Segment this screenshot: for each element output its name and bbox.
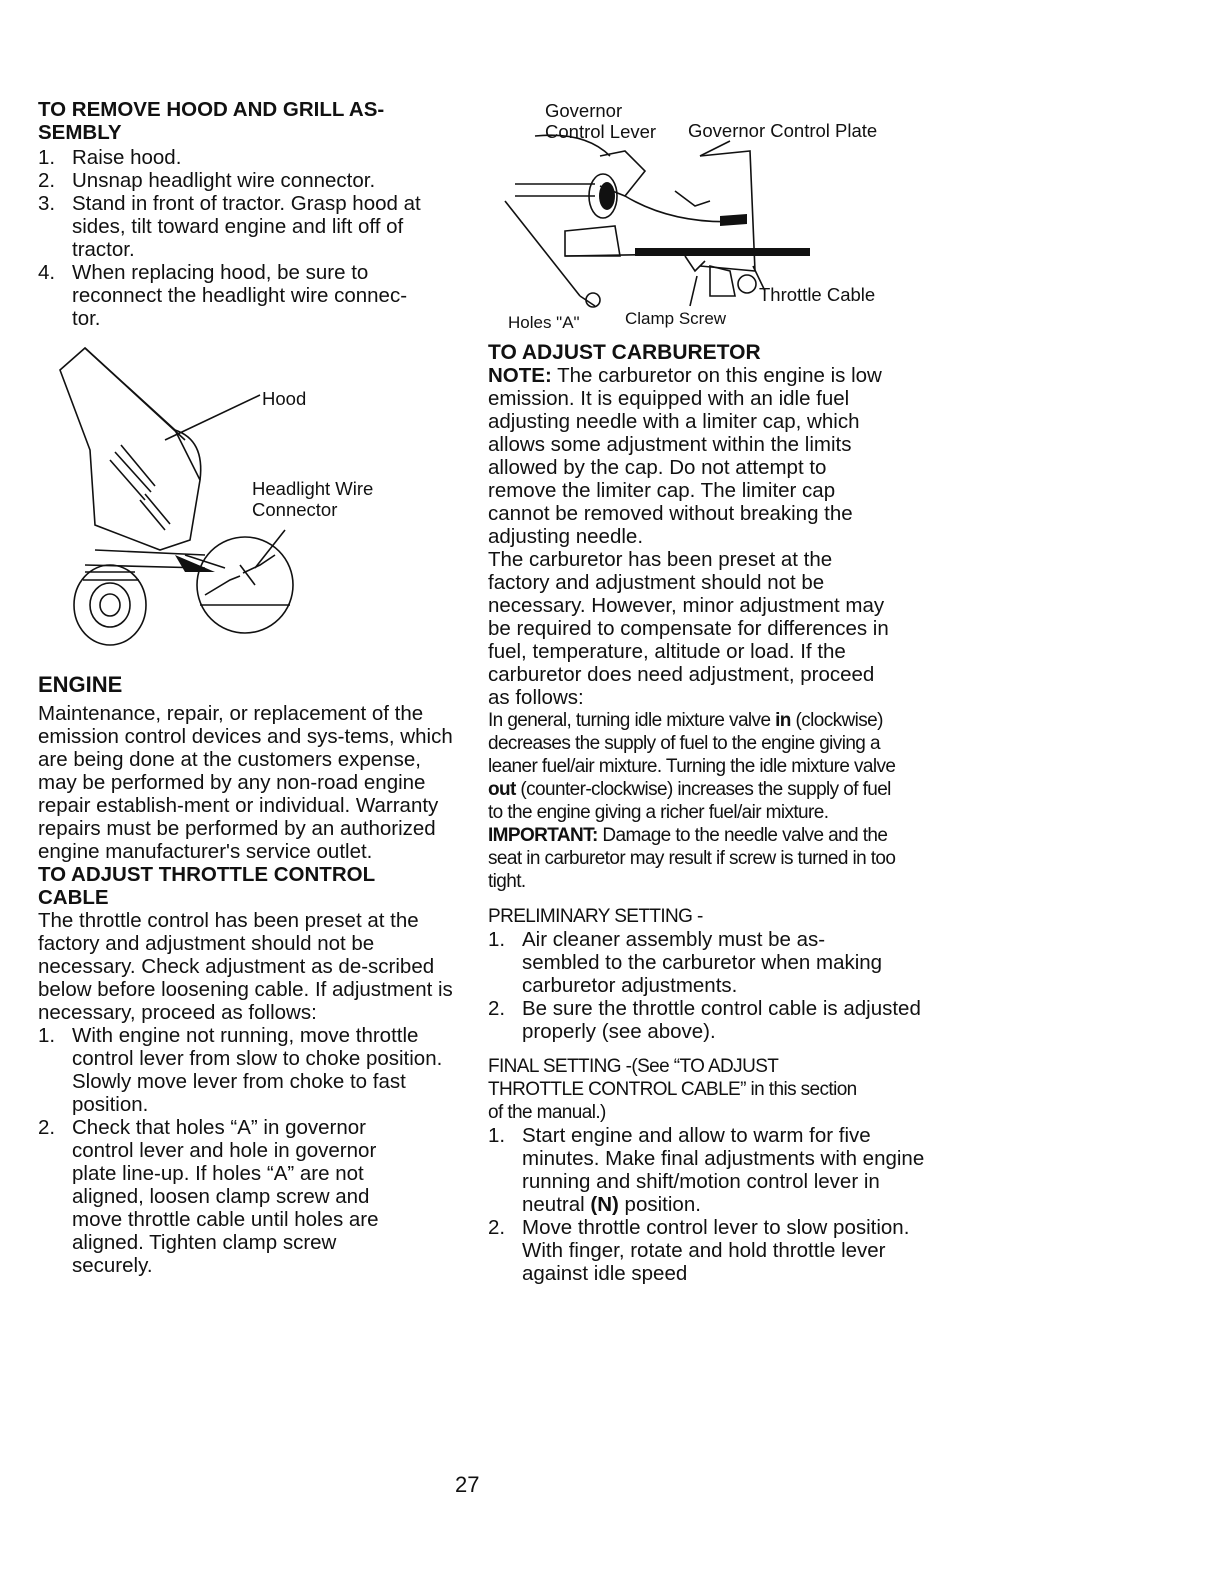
hood-step-4: 4. When replacing hood, be sure to reconnect the headlight wire connec-tor. — [38, 261, 408, 330]
final-steps — [488, 1124, 925, 1285]
page-number: 27 — [455, 1472, 480, 1497]
final-step-1: 1. Start engine and allow to warm for five minutes. Make final adjustments with engine running and shift/motion control lever in neutral (N) position. — [488, 1124, 925, 1216]
throttle-heading: TO ADJUST THROTTLE CONTROL CABLE — [38, 863, 375, 909]
throttle-cable-label: Throttle Cable — [759, 284, 876, 305]
right-column — [488, 341, 925, 1285]
important-paragraph: IMPORTANT: Damage to the needle valve and the seat in carburetor may result if screw is turned in too tight. — [488, 825, 896, 892]
preliminary-steps — [488, 928, 921, 1043]
hood-figure — [55, 340, 405, 650]
final-step-2: 2. Move throttle control lever to slow position. With finger, rotate and hold throttle lever against idle speed — [488, 1216, 910, 1285]
clamp-screw-label: Clamp Screw — [625, 309, 727, 328]
holes-a-label: Holes "A" — [508, 313, 580, 332]
headlight-connector-label: Headlight Wire Connector — [252, 478, 374, 520]
throttle-step-2: 2. Check that holes “A” in governor control lever and hole in governor plate line-up. If holes “A” are not aligned, loosen clamp screw and move throttle cable until holes are aligned. Tighten clamp screw securely. — [38, 1116, 379, 1277]
final-heading: FINAL SETTING -(See “TO ADJUST THROTTLE CONTROL CABLE” in this section of the manual.) — [488, 1056, 857, 1123]
hood-label: Hood — [262, 388, 307, 409]
governor-figure — [485, 96, 905, 336]
throttle-steps — [38, 1024, 458, 1277]
preliminary-step-1: 1. Air cleaner assembly must be as-sembled to the carburetor when making carburetor adjustments. — [488, 928, 883, 997]
throttle-step-1: 1. With engine not running, move throttle control lever from slow to choke position. Slowly move lever from choke to fast position. — [38, 1024, 443, 1116]
throttle-text: The throttle control has been preset at the factory and adjustment should not be necessary. Check adjustment as de-scribed below before loosening cable. If adjustment is necessary, proceed as follows: — [38, 909, 453, 1024]
hood-step-1: 1. Raise hood. — [38, 146, 182, 169]
general-paragraph: In general, turning idle mixture valve in (clockwise) decreases the supply of fuel to the engine giving a leaner fuel/air mixture. Turning the idle mixture valve out (counter-clockwise) increases the supply of fuel to the engine giving a richer fuel/air mixture. — [488, 710, 896, 823]
governor-plate-label: Governor Control Plate — [688, 120, 878, 141]
governor-lever-label: Governor Control Lever — [545, 100, 657, 142]
preliminary-step-2: 2. Be sure the throttle control cable is adjusted properly (see above). — [488, 997, 921, 1043]
hood-steps — [38, 146, 458, 330]
left-column-lower — [38, 672, 458, 1277]
engine-heading: ENGINE — [38, 672, 123, 697]
preliminary-heading: PRELIMINARY SETTING - — [488, 906, 703, 927]
engine-text: Maintenance, repair, or replacement of the emission control devices and sys-tems, which are being done at the customers expense, may be performed by any non-road engine repair establish-ment or individual. Warranty repairs must be performed by an authorized engine manufacturer's service outlet. — [38, 702, 453, 863]
note-paragraph: NOTE: The carburetor on this engine is low emission. It is equipped with an idle fuel adjusting needle with a limiter cap, which allows some adjustment within the limits allowed by the cap. Do not attempt to remove the limiter cap. The limiter cap cannot be removed without breaking the adjusting needle. — [488, 364, 882, 548]
hood-step-3: 3. Stand in front of tractor. Grasp hood at sides, tilt toward engine and lift off of tractor. — [38, 192, 421, 261]
hood-heading: TO REMOVE HOOD AND GRILL AS-SEMBLY — [38, 98, 385, 144]
carburetor-heading: TO ADJUST CARBURETOR — [488, 341, 761, 364]
hood-step-2: 2. Unsnap headlight wire connector. — [38, 169, 376, 192]
left-column — [38, 98, 458, 330]
preset-paragraph: The carburetor has been preset at the factory and adjustment should not be necessary. However, minor adjustment may be required to compensate for differences in fuel, temperature, altitude or load. If the carburetor does need adjustment, proceed as follows: — [488, 548, 889, 709]
